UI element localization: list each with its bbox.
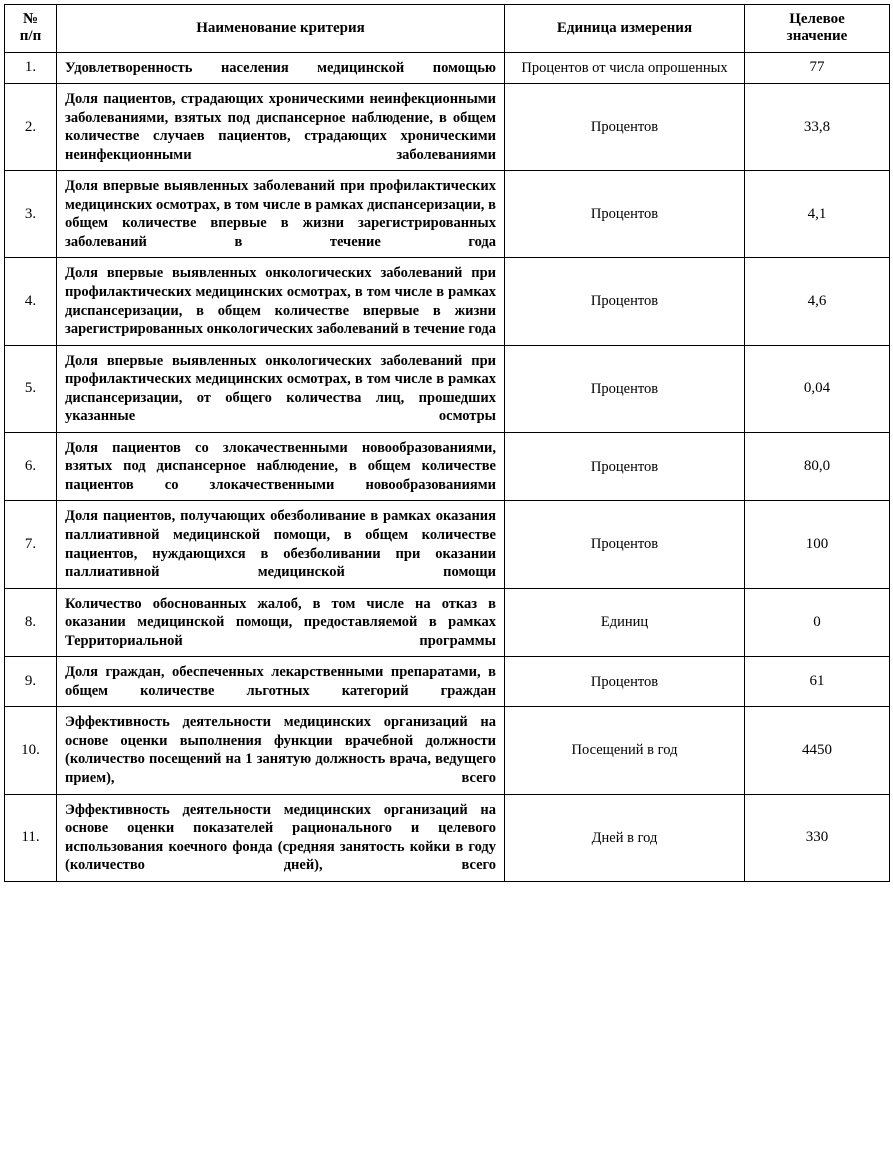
row-target-value: 330: [745, 794, 890, 881]
table-header: [5, 5, 890, 53]
row-target-value: 61: [745, 657, 890, 707]
row-unit: Процентов: [505, 432, 745, 501]
row-unit: Процентов: [505, 84, 745, 171]
criteria-table: [4, 4, 890, 882]
row-number: 7.: [5, 501, 57, 588]
row-number: 3.: [5, 171, 57, 258]
table-row: [5, 794, 890, 881]
column-header-target-line2: значение: [786, 28, 848, 45]
table-row: [5, 52, 890, 84]
row-criteria-name: Доля впервые выявленных заболеваний при профилактических медицинских осмотрах, в том числе в рамках диспансеризации, в общем количестве впервые в жизни зарегистрированных заболеваний в течение года: [57, 171, 505, 258]
table-row: [5, 258, 890, 345]
row-target-value: 4450: [745, 707, 890, 794]
row-criteria-name: Доля граждан, обеспеченных лекарственными препаратами, в общем количестве льготных категорий граждан: [57, 657, 505, 707]
row-number: 5.: [5, 345, 57, 432]
row-criteria-name: Доля впервые выявленных онкологических заболеваний при профилактических медицинских осмотрах, в том числе в рамках диспансеризации, в общем количестве впервые в жизни зарегистрированных онкологических заболеваний в течение года: [57, 258, 505, 345]
row-unit: Процентов: [505, 657, 745, 707]
table-header-row: [5, 5, 890, 53]
column-header-unit: Единица измерения: [505, 5, 745, 53]
table-row: [5, 345, 890, 432]
row-criteria-name: Доля пациентов со злокачественными новообразованиями, взятых под диспансерное наблюдение, в общем количестве пациентов со злокачественными новообразованиями: [57, 432, 505, 501]
row-criteria-name: Удовлетворенность населения медицинской помощью: [57, 52, 505, 84]
row-criteria-name: Доля впервые выявленных онкологических заболеваний при профилактических медицинских осмотрах, в том числе в рамках диспансеризации, от общего количества лиц, прошедших указанные осмотры: [57, 345, 505, 432]
column-header-number: [5, 5, 57, 53]
row-unit: Процентов: [505, 345, 745, 432]
row-unit: Единиц: [505, 588, 745, 657]
row-target-value: 33,8: [745, 84, 890, 171]
row-number: 9.: [5, 657, 57, 707]
row-criteria-name: Доля пациентов, страдающих хроническими неинфекционными заболеваниями, взятых под диспансерное наблюдение, в общем количестве случаев пациентов, страдающих хроническими неинфекционными заболеваниями: [57, 84, 505, 171]
row-number: 4.: [5, 258, 57, 345]
row-number: 1.: [5, 52, 57, 84]
table-row: [5, 707, 890, 794]
row-criteria-name: Доля пациентов, получающих обезболивание в рамках оказания паллиативной медицинской помощи, в общем количестве пациентов, нуждающихся в обезболивании при оказании паллиативной медицинской помощи: [57, 501, 505, 588]
column-header-target: [745, 5, 890, 53]
row-unit: Процентов от числа опрошенных: [505, 52, 745, 84]
row-unit: Посещений в год: [505, 707, 745, 794]
row-target-value: 0: [745, 588, 890, 657]
row-number: 2.: [5, 84, 57, 171]
row-target-value: 0,04: [745, 345, 890, 432]
row-number: 8.: [5, 588, 57, 657]
row-number: 6.: [5, 432, 57, 501]
column-header-number-line1: №: [22, 11, 39, 27]
row-criteria-name: Количество обоснованных жалоб, в том числе на отказ в оказании медицинской помощи, предоставляемой в рамках Территориальной программы: [57, 588, 505, 657]
row-number: 10.: [5, 707, 57, 794]
table-row: [5, 432, 890, 501]
row-unit: Процентов: [505, 501, 745, 588]
column-header-target-line1: Целевое: [789, 11, 845, 27]
row-unit: Процентов: [505, 258, 745, 345]
column-header-number-line2: п/п: [19, 28, 42, 45]
table-body: [5, 52, 890, 881]
row-unit: Процентов: [505, 171, 745, 258]
table-row: [5, 501, 890, 588]
row-target-value: 100: [745, 501, 890, 588]
table-row: [5, 588, 890, 657]
row-target-value: 77: [745, 52, 890, 84]
row-criteria-name: Эффективность деятельности медицинских организаций на основе оценки показателей рационального и целевого использования коечного фонда (средняя занятость койки в году (количество дней), всего: [57, 794, 505, 881]
table-row: [5, 171, 890, 258]
row-unit: Дней в год: [505, 794, 745, 881]
column-header-name: Наименование критерия: [57, 5, 505, 53]
table-row: [5, 84, 890, 171]
row-criteria-name: Эффективность деятельности медицинских организаций на основе оценки выполнения функции врачебной должности (количество посещений на 1 занятую должность врача, ведущего прием), всего: [57, 707, 505, 794]
row-target-value: 80,0: [745, 432, 890, 501]
row-target-value: 4,6: [745, 258, 890, 345]
row-target-value: 4,1: [745, 171, 890, 258]
row-number: 11.: [5, 794, 57, 881]
table-row: [5, 657, 890, 707]
